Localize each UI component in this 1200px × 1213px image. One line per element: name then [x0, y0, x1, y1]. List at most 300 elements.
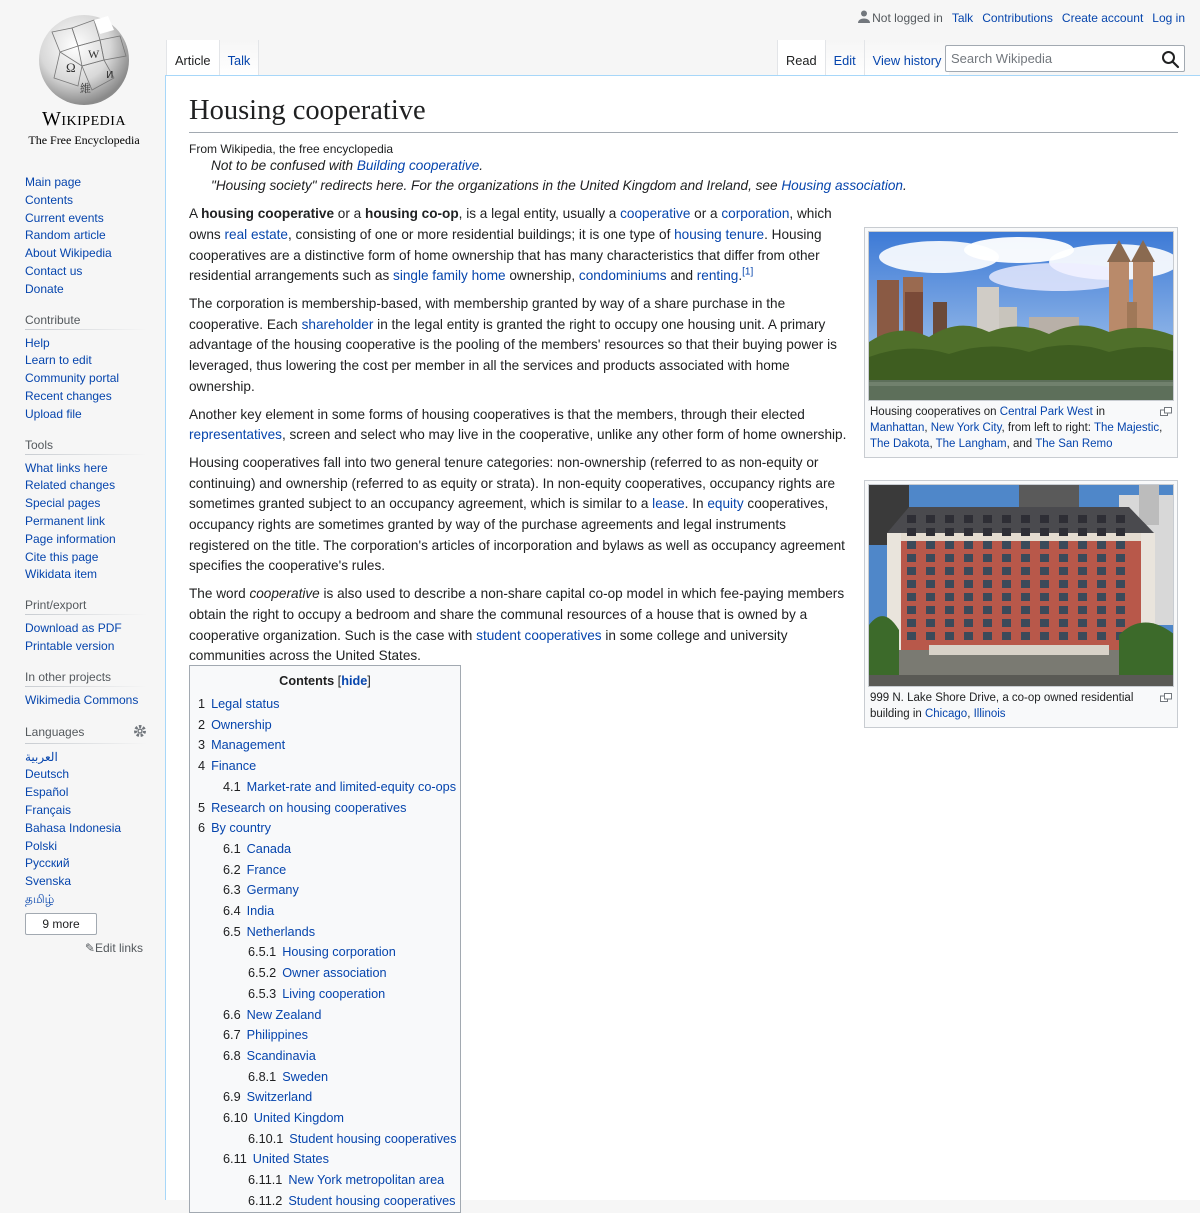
building-window	[1040, 528, 1049, 536]
building-window	[1059, 541, 1068, 549]
building-window	[964, 554, 973, 562]
building-window	[945, 541, 954, 549]
building-window	[1116, 567, 1125, 575]
contribute-link[interactable]: Recent changes	[25, 388, 112, 403]
sidebar-item	[25, 838, 147, 856]
sidebar-item	[25, 460, 147, 478]
sidebar-item	[25, 495, 147, 513]
building-window	[1116, 619, 1125, 627]
toc-item[interactable]	[198, 860, 452, 881]
building-window	[945, 567, 954, 575]
building-window	[945, 580, 954, 588]
building-window	[1078, 541, 1087, 549]
toc-item[interactable]	[198, 798, 452, 819]
toc-list	[198, 694, 457, 1212]
building-window	[1116, 593, 1125, 601]
toc-link[interactable]: Ownership	[211, 717, 272, 732]
building-window	[1002, 541, 1011, 549]
sidebar-item	[25, 352, 147, 370]
toc-item[interactable]	[198, 1170, 452, 1191]
real-estate-link[interactable]: real estate	[224, 226, 288, 242]
toc-link[interactable]: India	[246, 904, 275, 919]
toc-number: 5	[198, 800, 206, 815]
manhattan-link[interactable]: Manhattan	[870, 422, 925, 434]
sidebar	[0, 160, 165, 955]
building-window	[964, 580, 973, 588]
building-window	[964, 606, 973, 614]
toc-item[interactable]	[198, 1149, 452, 1170]
enlarge-icon[interactable]	[1160, 405, 1172, 414]
toc-number: 6.8	[223, 1048, 241, 1063]
text: in the legal entity is granted the right to occupy one housing unit. A primary advantage of the housing cooperative is the pooling of the members' resources so that their buying power is leveraged, thus lowering the cost per member in all the services and products associated with home ownership.	[189, 316, 837, 394]
sidebar-item	[25, 477, 147, 495]
main-content	[165, 75, 1200, 1208]
contribute-link[interactable]: Help	[25, 335, 50, 350]
toc-title: Contents	[279, 674, 335, 688]
single-family-home-link[interactable]: single family home	[393, 268, 506, 284]
nav-link[interactable]: Random article	[25, 228, 106, 243]
tab-view-history[interactable]	[865, 40, 950, 75]
building-window	[945, 619, 954, 627]
building-window	[1002, 632, 1011, 640]
building-window	[983, 528, 992, 536]
toc-link[interactable]: Canada	[246, 841, 292, 856]
sidebar-item	[25, 855, 147, 873]
toc-number: 6	[198, 821, 206, 836]
building-window	[964, 619, 973, 627]
shareholder-link[interactable]: shareholder	[301, 316, 374, 332]
toc-link[interactable]: New Zealand	[246, 1007, 322, 1022]
central-park-west-photo[interactable]	[868, 231, 1174, 401]
toc-number: 2	[198, 717, 206, 732]
language-link[interactable]: Polski	[25, 838, 58, 853]
building-window	[964, 632, 973, 640]
language-link[interactable]: Deutsch	[25, 767, 70, 782]
nav-link[interactable]: Donate	[25, 281, 64, 296]
cooperative-link[interactable]: cooperative	[620, 206, 691, 222]
building-window	[1116, 580, 1125, 588]
building-window	[1040, 515, 1049, 523]
sidebar-item	[25, 335, 147, 353]
building-window	[907, 567, 916, 575]
building-window	[1059, 619, 1068, 627]
toc-link[interactable]: France	[246, 862, 287, 877]
toc-link[interactable]: Student housing cooperatives	[288, 1193, 456, 1208]
building-window	[983, 515, 992, 523]
text: . In	[684, 496, 708, 512]
building-window	[1078, 515, 1087, 523]
building-window	[964, 515, 973, 523]
toc-item[interactable]	[198, 756, 452, 777]
building-window	[926, 580, 935, 588]
toc-bracket: ]	[367, 674, 371, 688]
nav-link[interactable]: Current events	[25, 210, 104, 225]
nav-link[interactable]: Contents	[25, 192, 74, 207]
building-window	[1059, 528, 1068, 536]
text: or a	[334, 206, 366, 222]
user-icon	[858, 10, 870, 26]
toc-item[interactable]	[198, 818, 452, 839]
search-box	[945, 45, 1185, 72]
building-window	[964, 567, 973, 575]
tools-link[interactable]: Cite this page	[25, 549, 99, 564]
paragraph-3	[189, 405, 848, 446]
toc-link[interactable]: United Kingdom	[253, 1111, 344, 1126]
sidebar-item	[25, 549, 147, 567]
text: .	[738, 268, 743, 284]
the-majestic-link[interactable]: The Majestic	[1093, 422, 1160, 434]
building-window	[1002, 593, 1011, 601]
the-langham-link[interactable]: The Langham	[935, 438, 1007, 450]
text: The corporation is membership-based, with membership granted by way of a share purchase in the cooperative. Each	[189, 296, 786, 332]
building-window	[907, 632, 916, 640]
projects-portal	[25, 670, 147, 710]
sidebar-item	[25, 766, 147, 784]
languages-heading: Languages	[25, 725, 85, 740]
building-window	[1021, 606, 1030, 614]
bold-term: housing cooperative	[201, 206, 335, 222]
renting-link[interactable]: renting	[696, 268, 739, 284]
building-window	[1078, 567, 1087, 575]
tools-link[interactable]: What links here	[25, 460, 108, 475]
equity-link[interactable]: equity	[707, 496, 744, 512]
building-window	[945, 606, 954, 614]
tab-read-label: Read	[786, 53, 817, 68]
building-window	[1097, 619, 1106, 627]
building-window	[1078, 593, 1087, 601]
toc-link[interactable]: Netherlands	[246, 924, 316, 939]
contribute-heading: Contribute	[25, 313, 147, 330]
tools-portal	[25, 438, 147, 585]
lease-link[interactable]: lease	[652, 496, 685, 512]
toc-item[interactable]	[198, 735, 452, 756]
building-window	[1059, 554, 1068, 562]
toc-item[interactable]	[198, 963, 452, 984]
toc-item[interactable]	[198, 1025, 452, 1046]
toc-link[interactable]: Sweden	[282, 1069, 329, 1084]
building-window	[1040, 580, 1049, 588]
edit-links[interactable]	[0, 941, 143, 955]
globe-logo-icon	[22, 12, 146, 108]
paragraph-5	[189, 584, 848, 667]
building-window	[1059, 593, 1068, 601]
the-san-remo-link[interactable]: The San Remo	[1035, 438, 1113, 450]
language-link[interactable]: Svenska	[25, 874, 72, 889]
toc-link[interactable]: Housing corporation	[282, 945, 396, 960]
paragraph-4	[189, 453, 848, 577]
building-window	[1078, 619, 1087, 627]
toc-link[interactable]: United States	[252, 1152, 329, 1167]
hatnote-text: .	[479, 158, 484, 174]
sidebar-item	[25, 891, 147, 909]
toc-item[interactable]	[198, 1108, 452, 1129]
building-window	[907, 515, 916, 523]
student-cooperatives-link[interactable]: student cooperatives	[476, 627, 602, 643]
condominiums-link[interactable]: condominiums	[578, 268, 667, 284]
toc-link[interactable]: Germany	[246, 883, 299, 898]
sidebar-item	[25, 245, 147, 263]
projects-heading: In other projects	[25, 670, 147, 687]
building-window	[983, 632, 992, 640]
sidebar-item	[25, 531, 147, 549]
logo-tagline: The Free Encyclopedia	[28, 133, 140, 147]
language-link[interactable]: العربية	[25, 749, 58, 764]
text: ,	[929, 438, 936, 450]
building-window	[1078, 632, 1087, 640]
contribute-link[interactable]: Upload file	[25, 406, 82, 421]
building-window	[1116, 528, 1125, 536]
hatnote-redirect	[211, 176, 1200, 196]
sidebar-item	[25, 192, 147, 210]
page-title: Housing cooperative	[189, 76, 1178, 133]
building-window	[1116, 515, 1125, 523]
sidebar-item	[25, 820, 147, 838]
the-dakota-link[interactable]: The Dakota	[870, 438, 930, 450]
building-window	[1116, 554, 1125, 562]
wikipedia-logo[interactable]	[22, 12, 146, 152]
toc-number: 6.11.1	[248, 1173, 283, 1188]
language-link[interactable]: Français	[25, 802, 72, 817]
language-link[interactable]: தமிழ்	[25, 891, 55, 906]
text: in	[1092, 406, 1106, 418]
building-window	[964, 593, 973, 601]
toc-number: 6.11.2	[248, 1193, 283, 1208]
building-window	[983, 619, 992, 627]
building-window	[945, 632, 954, 640]
tools-link[interactable]: Page information	[25, 531, 116, 546]
toc-link[interactable]: Research on housing cooperatives	[211, 800, 407, 815]
text: The word	[189, 586, 250, 602]
building-window	[1097, 528, 1106, 536]
building-window	[1097, 580, 1106, 588]
toc-number: 1	[198, 697, 206, 711]
sidebar-item	[25, 749, 147, 767]
toc-link[interactable]: Market-rate and limited-equity co-ops	[246, 779, 457, 794]
building-window	[1078, 554, 1087, 562]
toc-item[interactable]	[198, 1191, 456, 1212]
sidebar-item	[25, 692, 147, 710]
toc-link[interactable]: Student housing cooperatives	[289, 1131, 457, 1146]
toc-item[interactable]	[198, 984, 452, 1005]
tools-heading: Tools	[25, 438, 147, 455]
building-window	[945, 528, 954, 536]
toc-item[interactable]	[198, 1067, 452, 1088]
tab-edit[interactable]	[826, 40, 865, 75]
building-window	[926, 619, 935, 627]
building-window	[1078, 606, 1087, 614]
toc-item[interactable]	[198, 880, 452, 901]
contribute-link[interactable]: Community portal	[25, 371, 120, 386]
languages-portal	[25, 724, 147, 909]
toc-item[interactable]	[198, 694, 452, 715]
search-input[interactable]	[946, 46, 1146, 71]
sidebar-item	[25, 513, 147, 531]
text: , consisting of one or more residential buildings; it is one type of	[288, 226, 675, 242]
site-subtitle: From Wikipedia, the free encyclopedia	[189, 142, 394, 157]
toc-item[interactable]	[198, 715, 452, 736]
hatnote-text: "Housing society" redirects here. For the organizations in the United Kingdom and Ireland, see	[211, 178, 782, 194]
toc-item[interactable]	[198, 839, 452, 860]
toc-item[interactable]	[198, 1005, 452, 1026]
hatnote-text: .	[903, 178, 907, 194]
toc-link[interactable]: New York metropolitan area	[288, 1173, 445, 1188]
print-link[interactable]: Printable version	[25, 638, 115, 653]
svg-text:W: W	[88, 47, 100, 61]
toc-item[interactable]	[198, 922, 452, 943]
building-window	[1040, 593, 1049, 601]
central-park-west-link[interactable]: Central Park West	[999, 406, 1093, 418]
language-link[interactable]: Русский	[25, 856, 70, 871]
toc-item[interactable]	[198, 942, 452, 963]
more-languages-button[interactable]: 9 more	[25, 913, 97, 935]
toc-item[interactable]	[198, 1087, 452, 1108]
building-window	[1021, 528, 1030, 536]
search-icon[interactable]	[1161, 50, 1180, 69]
building-cooperative-link[interactable]: Building cooperative	[356, 158, 480, 174]
logo-wordmark: Wikipedia	[41, 108, 127, 130]
sidebar-item	[25, 802, 147, 820]
tab-edit-label: Edit	[833, 53, 856, 68]
housing-association-link[interactable]: Housing association	[781, 178, 903, 194]
tab-read[interactable]	[777, 40, 826, 75]
toc-number: 6.2	[223, 862, 241, 877]
hatnote-text: Not to be confused with	[211, 158, 357, 174]
toc-number: 6.8.1	[248, 1069, 277, 1084]
tab-article-label: Article	[175, 53, 211, 68]
contribute-portal	[25, 313, 147, 424]
building-window	[926, 606, 935, 614]
toc-link[interactable]: Switzerland	[246, 1090, 313, 1105]
tools-link[interactable]: Related changes	[25, 478, 116, 493]
not-logged-in-text: Not logged in	[872, 11, 943, 25]
building-window	[945, 554, 954, 562]
housing-tenure-link[interactable]: housing tenure	[674, 226, 765, 242]
building-window	[1116, 541, 1125, 549]
tab-view-history-label: View history	[872, 53, 942, 68]
toc-number: 6.5	[223, 924, 241, 939]
projects-link[interactable]: Wikimedia Commons	[25, 692, 139, 707]
building-window	[1021, 567, 1030, 575]
building-window	[1097, 541, 1106, 549]
toc-hide-toggle[interactable]: hide	[341, 674, 368, 688]
tab-talk-label: Talk	[227, 53, 251, 68]
paragraph-2	[189, 294, 848, 398]
navigation-portal	[25, 174, 147, 299]
nav-link[interactable]: Main page	[25, 175, 82, 189]
corporation-link[interactable]: corporation	[721, 206, 790, 222]
building-window	[1021, 632, 1030, 640]
toc-link[interactable]: Philippines	[246, 1028, 309, 1043]
text: , and	[1006, 438, 1036, 450]
contributions-link[interactable]: Contributions	[982, 11, 1053, 25]
new-york-city-link[interactable]: New York City	[930, 422, 1002, 434]
talk-link[interactable]: Talk	[951, 11, 974, 25]
building-window	[964, 528, 973, 536]
sidebar-item	[25, 566, 147, 584]
nav-link[interactable]: Contact us	[25, 263, 83, 278]
text: , which owns	[189, 206, 832, 242]
building-window	[983, 580, 992, 588]
print-portal	[25, 598, 147, 656]
log-in-link[interactable]: Log in	[1152, 11, 1185, 25]
toc-link[interactable]: Finance	[211, 759, 257, 774]
paragraph-1	[189, 204, 848, 287]
text: cooperatives, occupancy rights are sometimes granted by way of the purchase agreements and legal instruments registered on the title. The corporation's articles of incorporation and bylaws as well as occupancy agreement specifies the cooperative's rules.	[189, 496, 845, 574]
tools-link[interactable]: Permanent link	[25, 513, 106, 528]
representatives-link[interactable]: representatives	[189, 427, 282, 443]
sidebar-item	[25, 406, 147, 424]
building-window	[1040, 567, 1049, 575]
building-window	[1059, 567, 1068, 575]
nav-link[interactable]: About Wikipedia	[25, 246, 112, 261]
tab-talk[interactable]	[220, 40, 260, 75]
lake-shore-drive-photo[interactable]	[868, 484, 1174, 687]
toc-link[interactable]: Living cooperation	[282, 986, 386, 1001]
text: , screen and select who may live in the cooperative, unlike any other form of home ownership.	[281, 427, 847, 443]
building-window	[1059, 580, 1068, 588]
toc-bracket: [	[337, 674, 342, 688]
tab-article[interactable]	[166, 40, 220, 75]
building-window	[907, 580, 916, 588]
chicago-link[interactable]: Chicago	[924, 708, 968, 720]
building-window	[1021, 619, 1030, 627]
contribute-link[interactable]: Learn to edit	[25, 353, 92, 368]
building-window	[907, 541, 916, 549]
sidebar-item	[25, 210, 147, 228]
reference-link[interactable]: [1]	[742, 266, 754, 278]
building-window	[983, 567, 992, 575]
print-link[interactable]: Download as PDF	[25, 621, 122, 636]
svg-text:И: И	[106, 70, 114, 81]
toc-link[interactable]: Management	[211, 738, 286, 753]
toc-item[interactable]	[198, 1129, 457, 1150]
building-window	[926, 541, 935, 549]
toc-item[interactable]	[198, 777, 457, 798]
building-window	[907, 593, 916, 601]
tools-link[interactable]: Special pages	[25, 496, 101, 511]
toc-number: 4.1	[223, 779, 241, 794]
toc-link[interactable]: Legal status	[211, 697, 280, 711]
toc-number: 3	[198, 738, 206, 753]
illinois-link[interactable]: Illinois	[973, 708, 1006, 720]
toc-link[interactable]: Scandinavia	[246, 1048, 316, 1063]
building-window	[926, 567, 935, 575]
toc-link[interactable]: Owner association	[282, 966, 387, 981]
building-window	[926, 528, 935, 536]
language-link[interactable]: Bahasa Indonesia	[25, 820, 122, 835]
building-window	[1040, 554, 1049, 562]
building-window	[1002, 554, 1011, 562]
tools-link[interactable]: Wikidata item	[25, 567, 98, 582]
toc-item[interactable]	[198, 1046, 452, 1067]
language-link[interactable]: Español	[25, 785, 69, 800]
enlarge-icon[interactable]	[1160, 691, 1172, 700]
toc-number: 6.10	[223, 1111, 248, 1126]
text: ,	[1159, 422, 1163, 434]
text: or a	[690, 206, 722, 222]
table-of-contents	[189, 665, 461, 1213]
text: , is a legal entity, usually a	[458, 206, 621, 222]
building-window	[1097, 515, 1106, 523]
building-window	[1097, 632, 1106, 640]
toc-link[interactable]: By country	[211, 821, 271, 836]
sidebar-item	[25, 388, 147, 406]
create-account-link[interactable]: Create account	[1061, 11, 1144, 25]
building-window	[1040, 541, 1049, 549]
toc-item[interactable]	[198, 901, 452, 922]
gear-icon[interactable]	[133, 724, 147, 741]
building-window	[907, 619, 916, 627]
